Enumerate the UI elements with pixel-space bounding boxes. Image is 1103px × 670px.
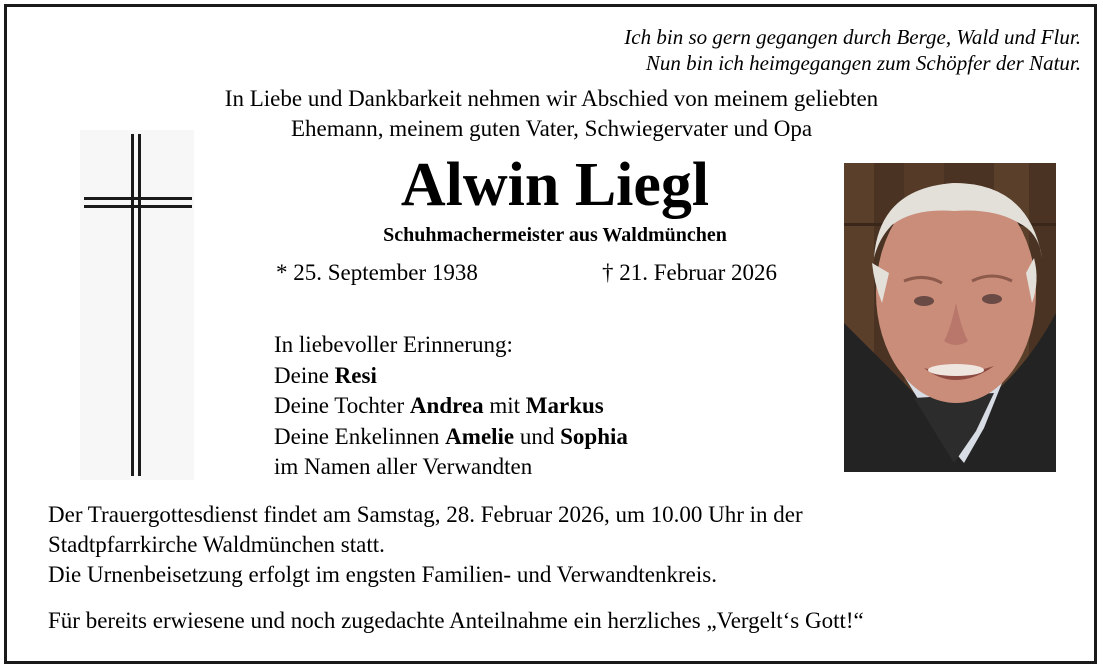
birth-date: * 25. September 1938	[276, 260, 478, 285]
death-date: † 21. Februar 2026	[602, 260, 778, 285]
deceased-profession: Schuhmachermeister aus Waldmünchen	[383, 224, 727, 246]
mourner-relatives: im Namen aller Verwandten	[274, 454, 533, 479]
mourner-wife: Deine Resi	[274, 362, 377, 388]
service-line-3: Die Urnenbeisetzung erfolgt im engsten Familien- und Verwandtenkreis.	[48, 562, 717, 587]
cross-icon	[80, 130, 194, 480]
intro-line-1: In Liebe und Dankbarkeit nehmen wir Abschied von meinem geliebten	[224, 86, 879, 111]
intro-line-2: Ehemann, meinem guten Vater, Schwiegervater und Opa	[290, 116, 813, 141]
motto-verse	[624, 24, 1081, 76]
portrait-photo	[844, 163, 1056, 472]
motto-line-2: Nun bin ich heimgegangen zum Schöpfer der Natur.	[645, 51, 1081, 75]
motto-line-1: Ich bin so gern gegangen durch Berge, Wald und Flur.	[624, 25, 1081, 49]
mourners-list	[274, 330, 628, 483]
service-line-2: Stadtpfarrkirche Waldmünchen statt.	[48, 532, 385, 557]
mourners-heading: In liebevoller Erinnerung:	[274, 332, 513, 357]
mourner-granddaughters: Deine Enkelinnen Amelie und Sophia	[274, 423, 628, 449]
thanks-text: Für bereits erwiesene und noch zugedachte Anteilnahme ein herzliches „Vergelt‘s Gott!“	[48, 608, 864, 633]
service-info	[48, 500, 803, 590]
service-line-1: Der Trauergottesdienst findet am Samstag, 28. Februar 2026, um 10.00 Uhr in der	[48, 502, 803, 527]
deceased-name: Alwin Liegl	[400, 151, 710, 219]
mourner-daughter: Deine Tochter Andrea mit Markus	[274, 393, 604, 418]
